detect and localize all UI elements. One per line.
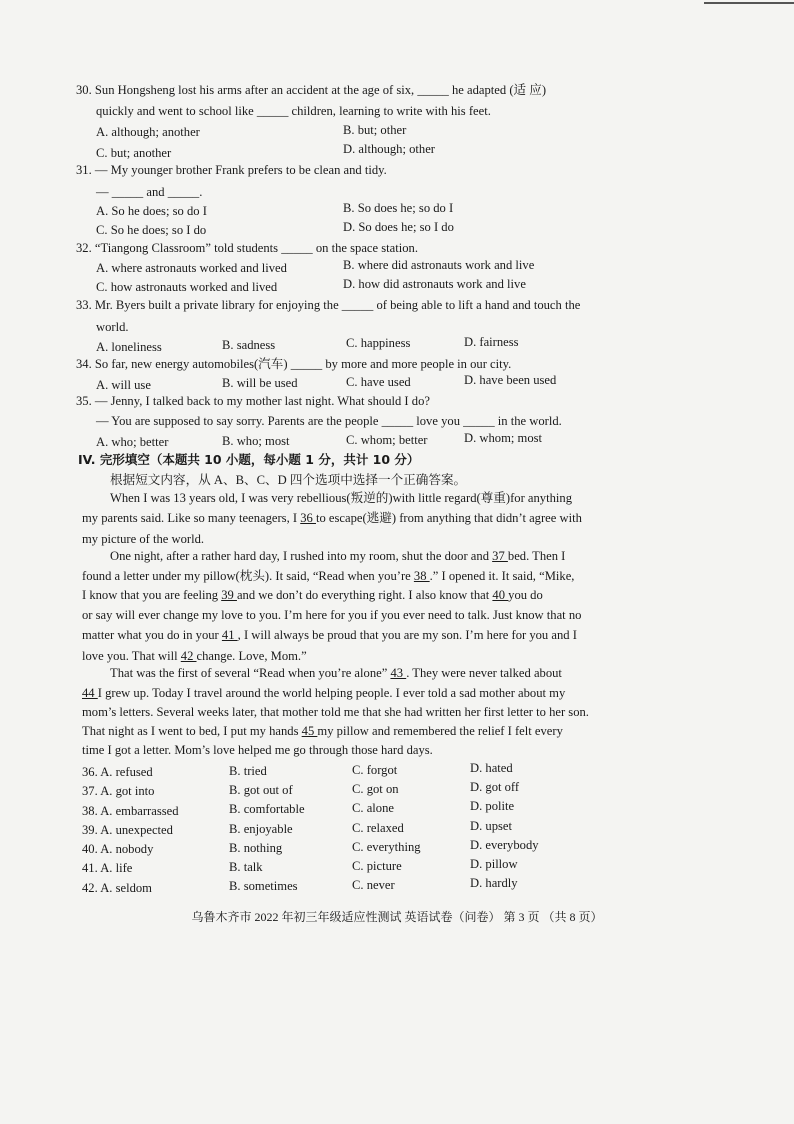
- section-4-instruction: 根据短文内容，从 A、B、C、D 四个选项中选择一个正确答案。: [110, 473, 467, 487]
- q35-option-a: A. who; better: [96, 435, 169, 449]
- q30-stem: 30. Sun Hongsheng lost his arms after an accident at the age of six, _____ he adapted (适 应): [76, 83, 547, 97]
- option-37-d: D. got off: [470, 780, 520, 794]
- passage-line: That night as I went to bed, I put my hands 45 my pillow and remembered the relief I felt every: [82, 724, 563, 738]
- option-38-a: 38. A. embarrassed: [82, 804, 179, 818]
- section-4-title: IV. 完形填空（本题共 10 小题，每小题 1 分，共计 10 分）: [78, 452, 420, 467]
- q31-option-a: A. So he does; so do I: [96, 204, 207, 218]
- blank-37: 37: [492, 549, 508, 563]
- option-38-c: C. alone: [352, 801, 394, 815]
- passage-line: When I was 13 years old, I was very rebellious(叛逆的)with little regard(尊重)for anything: [110, 491, 572, 505]
- blank-44: 44: [82, 686, 98, 700]
- q31-stem: 31. — My younger brother Frank prefers to be clean and tidy.: [76, 163, 387, 177]
- q31-option-b: B. So does he; so do I: [343, 201, 454, 215]
- passage-line: my picture of the world.: [82, 532, 205, 546]
- q33-option-b: B. sadness: [222, 338, 276, 352]
- blank-39: 39: [221, 588, 237, 602]
- q32-option-b: B. where did astronauts work and live: [343, 258, 535, 272]
- passage-line: my parents said. Like so many teenagers, I 36 to escape(逃避) from anything that didn’t agree with: [82, 511, 582, 525]
- passage-line: That was the first of several “Read when you’re alone” 43 . They were never talked about: [110, 666, 562, 680]
- q30-option-b: B. but; other: [343, 123, 407, 137]
- q34-stem: 34. So far, new energy automobiles(汽车) _____ by more and more people in our city.: [76, 357, 512, 371]
- passage-line: 44 I grew up. Today I travel around the world helping people. I ever told a sad mother about my: [82, 686, 566, 700]
- option-41-a: 41. A. life: [82, 861, 133, 875]
- q33-stem-cont: world.: [96, 320, 129, 334]
- option-39-c: C. relaxed: [352, 821, 404, 835]
- option-36-b: B. tried: [229, 764, 267, 778]
- option-36-a: 36. A. refused: [82, 765, 153, 779]
- blank-43: 43: [390, 666, 407, 680]
- q31-stem-cont: — _____ and _____.: [96, 185, 203, 199]
- option-38-d: D. polite: [470, 799, 515, 813]
- option-37-a: 37. A. got into: [82, 784, 155, 798]
- q32-option-a: A. where astronauts worked and lived: [96, 261, 287, 275]
- scan-edge-line: [704, 2, 794, 4]
- q33-stem: 33. Mr. Byers built a private library for enjoying the _____ of being able to lift a hand and touch the: [76, 298, 581, 312]
- option-40-a: 40. A. nobody: [82, 842, 154, 856]
- q31-option-d: D. So does he; so I do: [343, 220, 454, 234]
- option-40-b: B. nothing: [229, 841, 283, 855]
- q32-option-c: C. how astronauts worked and lived: [96, 280, 278, 294]
- q30-stem-cont: quickly and went to school like _____ children, learning to write with his feet.: [96, 104, 491, 118]
- blank-36: 36: [300, 511, 316, 525]
- q33-option-a: A. loneliness: [96, 340, 162, 354]
- q34-option-d: D. have been used: [464, 373, 557, 387]
- q35-stem-cont: — You are supposed to say sorry. Parents are the people _____ love you _____ in the world.: [96, 414, 562, 428]
- option-37-b: B. got out of: [229, 783, 293, 797]
- q35-option-c: C. whom; better: [346, 433, 428, 447]
- passage-line: love you. That will 42 change. Love, Mom.”: [82, 649, 307, 663]
- option-40-d: D. everybody: [470, 838, 539, 852]
- q34-option-c: C. have used: [346, 375, 411, 389]
- option-39-b: B. enjoyable: [229, 822, 293, 836]
- q34-option-b: B. will be used: [222, 376, 298, 390]
- option-41-d: D. pillow: [470, 857, 518, 871]
- blank-40: 40: [492, 588, 509, 602]
- blank-42: 42: [180, 649, 197, 663]
- passage-line: matter what you do in your 41 , I will always be proud that you are my son. I’m here for you and I: [82, 628, 577, 642]
- q35-option-d: D. whom; most: [464, 431, 543, 445]
- passage-line: or say will ever change my love to you. I’m here for you if you ever need to talk. Just know that no: [82, 608, 582, 622]
- q33-option-c: C. happiness: [346, 336, 411, 350]
- passage-line: mom’s letters. Several weeks later, that mother told me that she had written her first letter to her son.: [82, 705, 589, 719]
- option-36-c: C. forgot: [352, 763, 398, 777]
- option-41-c: C. picture: [352, 859, 402, 873]
- option-42-c: C. never: [352, 878, 395, 892]
- option-39-d: D. upset: [470, 819, 512, 833]
- option-36-d: D. hated: [470, 761, 513, 775]
- blank-41: 41: [221, 628, 238, 642]
- option-42-b: B. sometimes: [229, 879, 298, 893]
- q31-option-c: C. So he does; so I do: [96, 223, 207, 237]
- option-42-d: D. hardly: [470, 876, 518, 890]
- q35-option-b: B. who; most: [222, 434, 290, 448]
- q34-option-a: A. will use: [96, 378, 151, 392]
- passage-line: I know that you are feeling 39 and we don’t do everything right. I also know that 40 you do: [82, 588, 543, 602]
- q30-option-c: C. but; another: [96, 146, 172, 160]
- page-footer: 乌鲁木齐市 2022 年初三年级适应性测试 英语试卷（问卷） 第 3 页 （共 8 页）: [191, 910, 603, 924]
- option-41-b: B. talk: [229, 860, 263, 874]
- q30-option-d: D. although; other: [343, 142, 435, 156]
- passage-line: time I got a letter. Mom’s love helped me go through those hard days.: [82, 743, 433, 757]
- blank-38: 38: [413, 569, 430, 583]
- option-38-b: B. comfortable: [229, 802, 305, 816]
- q33-option-d: D. fairness: [464, 335, 519, 349]
- blank-45: 45: [301, 724, 318, 738]
- passage-line: One night, after a rather hard day, I rushed into my room, shut the door and 37 bed. Then I: [110, 549, 566, 563]
- q32-option-d: D. how did astronauts work and live: [343, 277, 526, 291]
- option-37-c: C. got on: [352, 782, 399, 796]
- option-39-a: 39. A. unexpected: [82, 823, 173, 837]
- option-42-a: 42. A. seldom: [82, 881, 152, 895]
- q32-stem: 32. “Tiangong Classroom” told students _____ on the space station.: [76, 241, 418, 255]
- passage-line: found a letter under my pillow(枕头). It said, “Read when you’re 38 .” I opened it. It said, “Mike,: [82, 569, 575, 583]
- q35-stem: 35. — Jenny, I talked back to my mother last night. What should I do?: [76, 394, 430, 408]
- option-40-c: C. everything: [352, 840, 421, 854]
- q30-option-a: A. although; another: [96, 125, 200, 139]
